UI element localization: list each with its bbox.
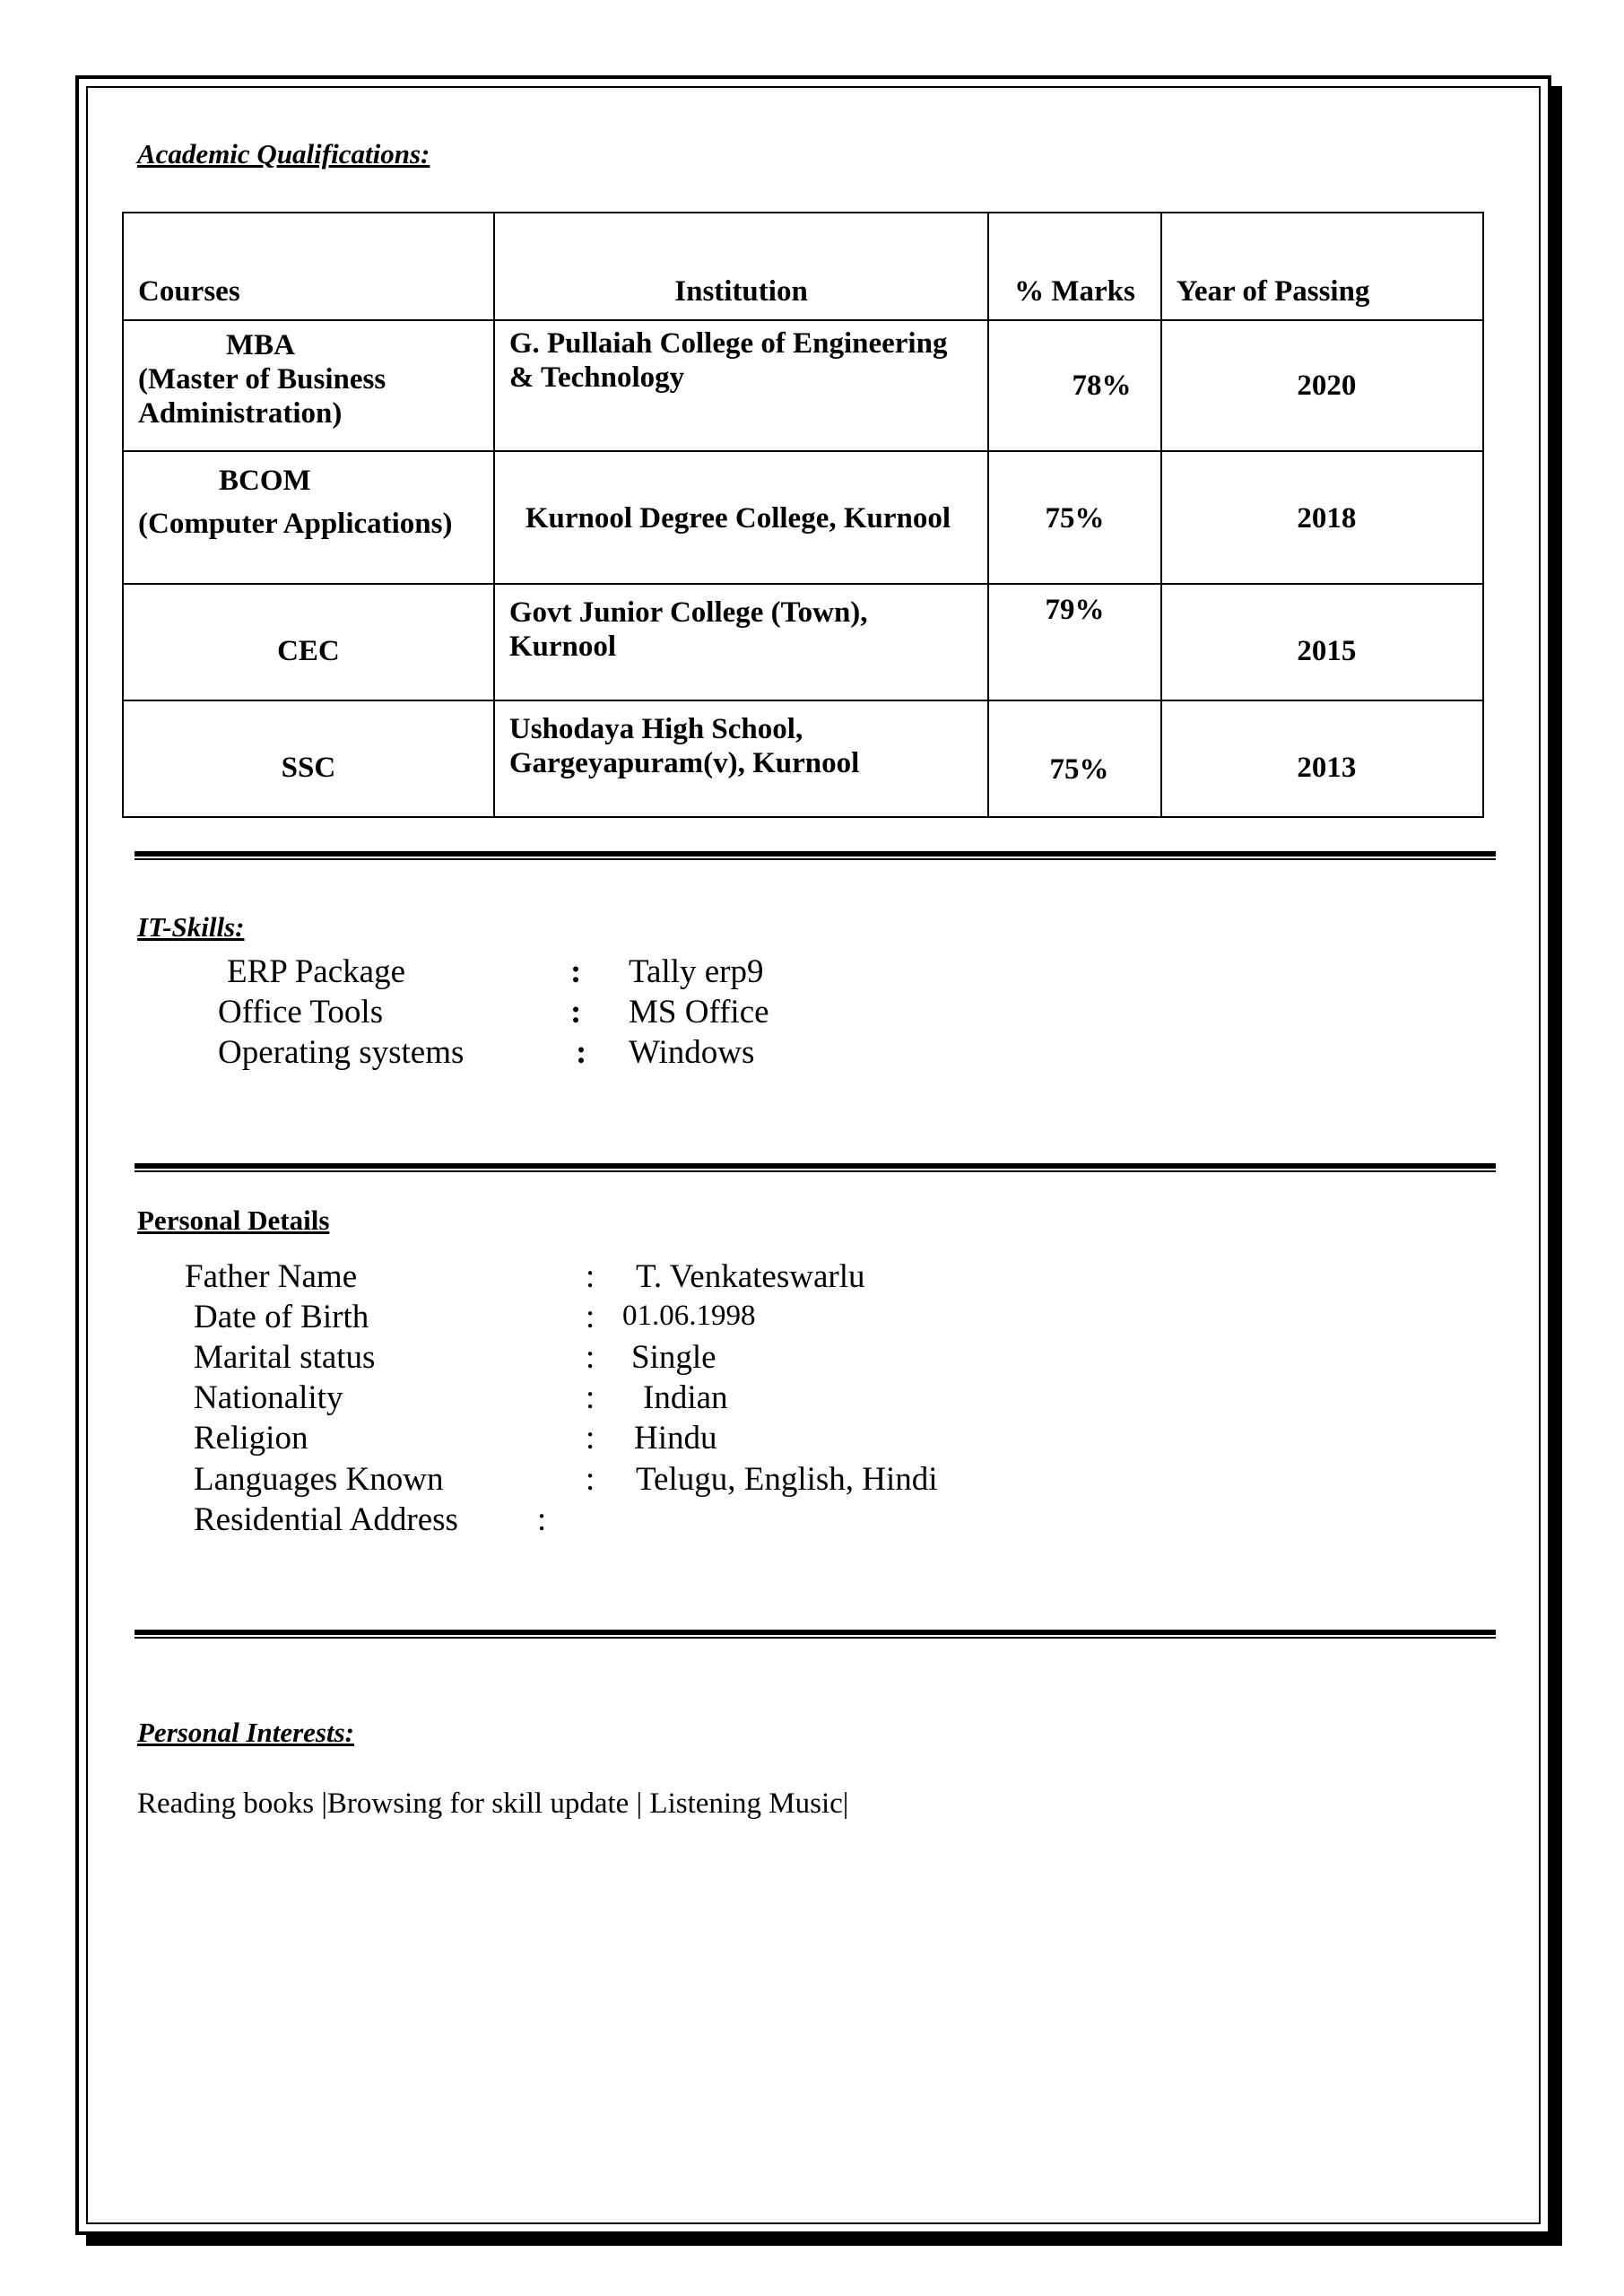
detail-separator: :: [586, 1339, 595, 1376]
skill-value: MS Office: [629, 994, 769, 1031]
personal-interests-heading: Personal Interests:: [137, 1717, 354, 1748]
detail-value: Single: [631, 1339, 716, 1376]
table-row: [123, 584, 1483, 700]
detail-value: T. Venkateswarlu: [636, 1258, 865, 1295]
institution-name: Kurnool Degree College, Kurnool: [525, 502, 951, 535]
detail-label: Nationality: [194, 1379, 343, 1416]
academic-heading: Academic Qualifications:: [137, 138, 430, 170]
institution-name: & Technology: [508, 361, 685, 394]
header-year: Year of Passing: [1161, 213, 1483, 320]
detail-label: Religion: [194, 1420, 308, 1457]
marks-cell: [988, 584, 1161, 700]
table-row: [123, 700, 1483, 817]
course-cell: [123, 584, 494, 700]
institution-name: Kurnool: [508, 631, 617, 663]
course-name: CEC: [277, 635, 340, 667]
detail-label: Father Name: [185, 1258, 358, 1295]
academic-table: [122, 212, 1484, 818]
year-cell: [1161, 320, 1483, 451]
header-institution: Institution: [494, 213, 988, 320]
institution-cell: [494, 584, 988, 700]
institution-name: Ushodaya High School,: [508, 713, 803, 745]
detail-value: Hindu: [634, 1420, 717, 1457]
year-value: 2015: [1297, 635, 1357, 667]
detail-label: Date of Birth: [194, 1299, 369, 1335]
detail-separator: :: [586, 1461, 595, 1498]
skill-label: Operating systems: [218, 1034, 465, 1071]
institution-cell: [494, 320, 988, 451]
marks-value: 78%: [1072, 370, 1132, 402]
year-value: 2013: [1297, 752, 1357, 784]
course-name: MBA: [226, 329, 295, 361]
skill-separator: :: [570, 953, 582, 990]
skill-label: ERP Package: [227, 953, 406, 990]
course-cell: [123, 320, 494, 451]
course-name: SSC: [281, 752, 336, 784]
detail-value: Indian: [643, 1379, 728, 1416]
year-cell: [1161, 451, 1483, 584]
personal-details-heading: Personal Details: [137, 1205, 330, 1236]
skill-label: Office Tools: [218, 994, 384, 1031]
detail-separator: :: [586, 1299, 595, 1335]
year-cell: [1161, 700, 1483, 817]
section-divider: [135, 1630, 1496, 1639]
detail-label: Languages Known: [194, 1461, 444, 1498]
institution-cell: [494, 700, 988, 817]
table-row: [123, 451, 1483, 584]
table-row: [123, 320, 1483, 451]
it-skills-heading: IT-Skills:: [137, 911, 245, 943]
header-courses: Courses: [123, 213, 494, 320]
skill-separator: :: [570, 994, 582, 1031]
institution-name: Gargeyapuram(v), Kurnool: [508, 747, 860, 779]
header-marks: % Marks: [988, 213, 1161, 320]
section-divider: [135, 1163, 1496, 1172]
marks-value: 75%: [1045, 502, 1105, 535]
detail-separator: :: [586, 1258, 595, 1295]
interests-text: Reading books |Browsing for skill update | Listening Music|: [137, 1787, 849, 1820]
marks-value: 79%: [1045, 594, 1105, 626]
detail-separator: :: [586, 1379, 595, 1416]
marks-cell: [988, 700, 1161, 817]
year-cell: [1161, 584, 1483, 700]
section-divider: [135, 851, 1496, 860]
detail-separator: :: [586, 1420, 595, 1457]
year-value: 2020: [1297, 370, 1357, 402]
detail-label: Marital status: [194, 1339, 376, 1376]
year-value: 2018: [1297, 502, 1357, 535]
course-detail: (Master of Business: [138, 363, 386, 396]
course-name: BCOM: [219, 465, 311, 497]
institution-cell: [494, 451, 988, 584]
marks-value: 75%: [1049, 753, 1109, 786]
skill-value: Tally erp9: [629, 953, 764, 990]
skill-separator: :: [576, 1034, 587, 1071]
marks-cell: [988, 451, 1161, 584]
course-detail: Administration): [138, 397, 343, 430]
detail-value: 01.06.1998: [622, 1300, 756, 1332]
course-detail: (Computer Applications): [138, 508, 453, 540]
course-cell: [123, 700, 494, 817]
institution-name: Govt Junior College (Town),: [508, 596, 868, 629]
skill-value: Windows: [629, 1034, 755, 1071]
detail-label: Residential Address: [194, 1501, 458, 1538]
course-cell: [123, 451, 494, 584]
table-header-row: [123, 213, 1483, 320]
detail-separator: :: [537, 1501, 547, 1538]
institution-name: G. Pullaiah College of Engineering: [508, 327, 948, 360]
marks-cell: [988, 320, 1161, 451]
detail-value: Telugu, English, Hindi: [636, 1461, 938, 1498]
